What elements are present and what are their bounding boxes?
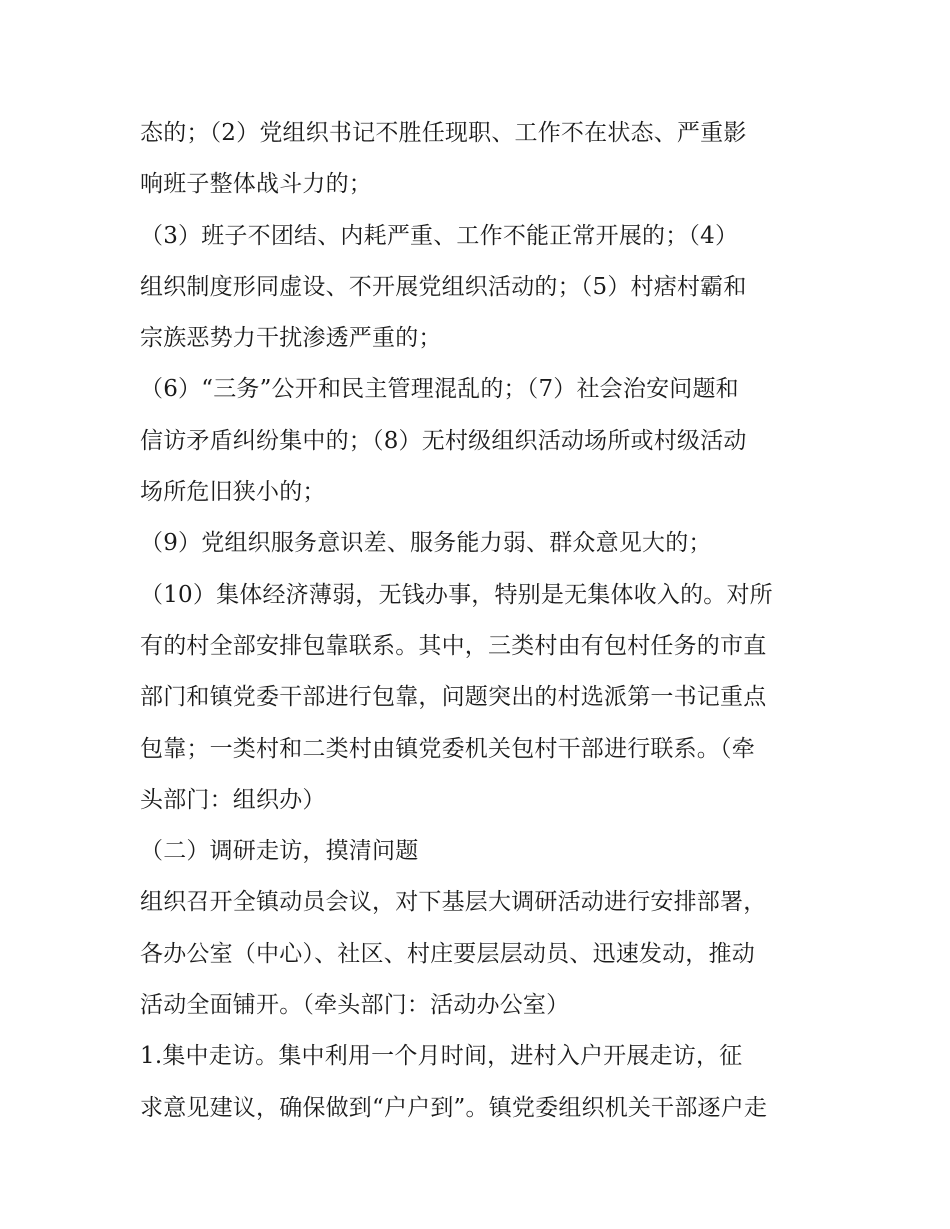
document-body	[140, 108, 820, 1134]
text-line: 有的村全部安排包靠联系。其中，三类村由有包村任务的市直	[140, 632, 767, 659]
text-line: 信访矛盾纠纷集中的；（8）无村级组织活动场所或村级活动	[140, 427, 747, 454]
text-line: 组织制度形同虚设、不开展党组织活动的；（5）村痞村霸和	[140, 273, 747, 300]
text-line: 头部门：组织办）	[140, 786, 326, 813]
text-line: 宗族恶势力干扰渗透严重的；	[140, 325, 442, 352]
text-line: 活动全面铺开。（牵头部门：活动办公室）	[140, 992, 570, 1019]
text-line: 各办公室（中心）、社区、村庄要层层动员、迅速发动，推动	[140, 940, 755, 967]
text-line: 部门和镇党委干部进行包靠，问题突出的村选派第一书记重点	[140, 684, 767, 711]
text-line: （3）班子不团结、内耗严重、工作不能正常开展的；（4）	[140, 222, 739, 249]
text-line: （9）党组织服务意识差、服务能力弱、群众意见大的；	[140, 530, 712, 557]
text-line: 包靠；一类村和二类村由镇党委机关包村干部进行联系。（牵	[140, 735, 755, 762]
text-line: （6）“三务”公开和民主管理混乱的；（7）社会治安问题和	[140, 376, 739, 403]
section-heading: （二）调研走访，摸清问题	[140, 838, 419, 865]
text-line: 场所危旧狭小的；	[140, 479, 326, 506]
text-line: 组织召开全镇动员会议，对下基层大调研活动进行安排部署，	[140, 889, 767, 916]
text-line: 1.集中走访。集中利用一个月时间，进村入户开展走访，征	[140, 1043, 743, 1070]
text-line: 态的；（2）党组织书记不胜任现职、工作不在状态、严重影	[140, 120, 747, 146]
text-line: 响班子整体战斗力的；	[140, 171, 372, 198]
text-line: （10）集体经济薄弱，无钱办事，特别是无集体收入的。对所	[140, 581, 773, 608]
text-line: 求意见建议，确保做到“户户到”。镇党委组织机关干部逐户走	[140, 1094, 768, 1121]
